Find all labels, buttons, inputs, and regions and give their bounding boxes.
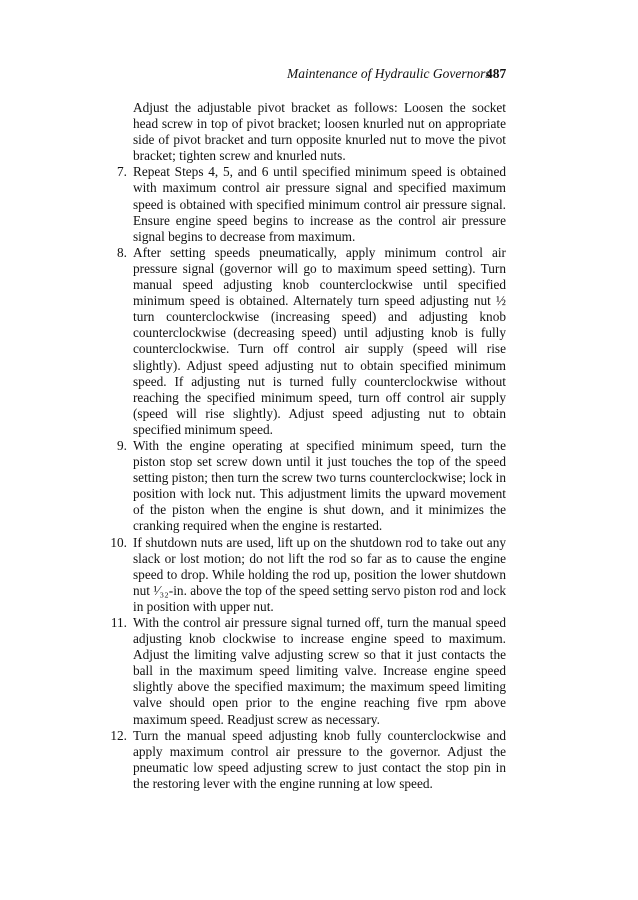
step-text: With the control air pressure signal turned off, turn the manual speed adjusting knob clockwise to increase engine speed to maximum. Adjust the limiting valve adjusting screw so that it just contacts the ball in the maximum speed limiting valve. Increase engine speed slightly above the specified maximum; the maximum speed limiting valve should open prior to the engine reaching five rpm above maximum speed. Readjust screw as necessary. — [133, 615, 506, 727]
step-text: After setting speeds pneumatically, apply minimum control air pressure signal (governor will go to maximum speed setting). Turn manual speed adjusting knob counterclockwise until specified minimum speed is obtained. Alternately turn speed adjusting nut ½ turn counterclockwise (increasing speed) and adjusting knob counterclockwise (decreasing speed) until adjusting knob is fully counterclockwise. Turn off control air supply (speed will rise slightly). Adjust speed adjusting nut to obtain specified minimum speed. If adjusting nut is turned fully counterclockwise without reaching the specified minimum speed, turn off control air supply (speed will rise slightly). Adjust speed adjusting nut to obtain specified minimum speed. — [133, 244, 506, 437]
step-text: Turn the manual speed adjusting knob fully counterclockwise and apply maximum control air pressure to the governor. Adjust the pneumatic low speed adjusting screw to just contact the stop pin in the restoring lever with the engine running at low speed. — [133, 727, 506, 791]
step-10 — [100, 535, 506, 615]
step-9 — [100, 438, 506, 535]
page-header — [0, 66, 638, 86]
step-text: Repeat Steps 4, 5, and 6 until specified minimum speed is obtained with maximum control air pressure signal and specified maximum speed is obtained with specified minimum control air pressure signal. Ensure engine speed begins to increase as the control air pressure signal begins to decrease from maximum. — [133, 164, 506, 244]
step-11 — [100, 615, 506, 728]
intro-paragraph: Adjust the adjustable pivot bracket as follows: Loosen the socket head screw in top of pivot bracket; loosen knurled nut on appropriate side of pivot bracket and turn opposite knurled nut to move the pivot bracket; tighten screw and knurled nuts. — [133, 100, 506, 164]
running-title: Maintenance of Hydraulic Governors — [287, 66, 491, 81]
page-number: 487 — [486, 66, 507, 81]
step-number: 8. — [117, 244, 127, 260]
step-number: 10. — [110, 534, 127, 550]
step-number: 12. — [110, 727, 127, 743]
step-number: 11. — [110, 615, 127, 630]
body-text — [100, 100, 506, 792]
step-text: If shutdown nuts are used, lift up on the shutdown rod to take out any slack or lost motion; do not lift the rod so far as to cause the engine speed to drop. While holding the rod up, position the lower shutdown nut ¹⁄₃₂-in. above the top of the speed setting servo piston rod and lock in position with upper nut. — [133, 534, 506, 614]
step-7 — [100, 164, 506, 244]
step-text: With the engine operating at specified minimum speed, turn the piston stop set screw down until it just touches the top of the speed setting piston; then turn the screw two turns counterclockwise; lock in position with lock nut. This adjustment limits the upward movement of the piston when the engine is shut down, and it minimizes the cranking required when the engine is restarted. — [133, 437, 506, 534]
step-8 — [100, 245, 506, 438]
step-number: 9. — [117, 437, 127, 453]
step-12 — [100, 728, 506, 792]
step-number: 7. — [117, 164, 127, 180]
